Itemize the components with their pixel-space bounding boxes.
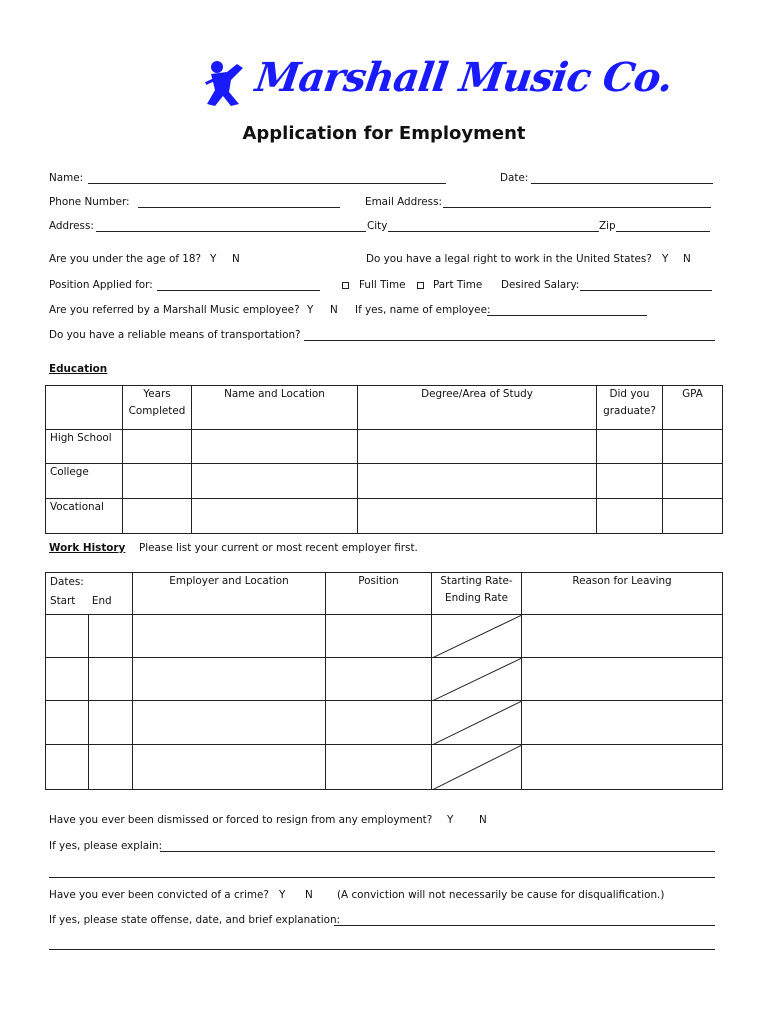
dates-header: Dates: Start End: [46, 573, 133, 615]
referred-name-field[interactable]: [487, 315, 647, 316]
table-cell[interactable]: [326, 615, 432, 658]
education-table: [45, 385, 723, 534]
dismissed-no-option[interactable]: N: [479, 814, 487, 826]
table-row: [46, 464, 723, 499]
legal-yes-option[interactable]: Y: [662, 253, 669, 265]
table-cell[interactable]: [133, 615, 326, 658]
table-cell[interactable]: [46, 658, 89, 701]
education-header-row: [46, 386, 723, 430]
table-row: [46, 658, 723, 701]
dismissed-question: Have you ever been dismissed or forced to resign from any employment?: [49, 814, 433, 826]
transport-field[interactable]: [304, 340, 715, 341]
table-cell[interactable]: [46, 615, 89, 658]
referred-question: Are you referred by a Marshall Music employee?: [49, 304, 300, 316]
table-row: [46, 701, 723, 745]
age-yes-option[interactable]: Y: [210, 253, 217, 265]
referred-no-option[interactable]: N: [330, 304, 338, 316]
name-location-header: Name and Location: [192, 386, 358, 430]
date-label: Date:: [500, 172, 529, 184]
part-time-label: Part Time: [433, 279, 483, 291]
conviction-note: (A conviction will not necessarily be cause for disqualification.): [337, 889, 665, 901]
table-cell[interactable]: [522, 658, 723, 701]
table-cell[interactable]: [597, 464, 663, 499]
table-cell[interactable]: [663, 499, 723, 534]
date-field[interactable]: [531, 183, 713, 184]
position-field[interactable]: [157, 290, 320, 291]
years-completed-header: Years Completed: [123, 386, 192, 430]
table-cell[interactable]: [89, 745, 133, 790]
table-cell[interactable]: [133, 701, 326, 745]
work-history-instruction: Please list your current or most recent employer first.: [139, 542, 418, 554]
phone-label: Phone Number:: [49, 196, 130, 208]
position-header: Position: [326, 573, 432, 615]
table-cell[interactable]: [123, 464, 192, 499]
explain-field-line-2[interactable]: [49, 877, 715, 878]
table-cell[interactable]: [133, 658, 326, 701]
legal-no-option[interactable]: N: [683, 253, 691, 265]
table-cell[interactable]: [522, 745, 723, 790]
diagonal-slash-icon: [432, 615, 522, 658]
drummer-logo-icon: [203, 58, 247, 108]
city-label: City: [367, 220, 388, 232]
dismissed-yes-option[interactable]: Y: [447, 814, 454, 826]
convicted-yes-option[interactable]: Y: [279, 889, 286, 901]
table-cell[interactable]: [133, 745, 326, 790]
table-cell[interactable]: [358, 499, 597, 534]
table-cell[interactable]: [192, 464, 358, 499]
referred-name-label: If yes, name of employee:: [355, 304, 491, 316]
full-time-checkbox[interactable]: [342, 282, 349, 289]
diagonal-slash-icon: [432, 658, 522, 701]
age-question: Are you under the age of 18?: [49, 253, 202, 265]
education-row-label: College: [46, 464, 123, 499]
email-label: Email Address:: [365, 196, 443, 208]
email-field[interactable]: [443, 207, 711, 208]
part-time-checkbox[interactable]: [417, 282, 424, 289]
table-cell[interactable]: [663, 464, 723, 499]
name-label: Name:: [49, 172, 84, 184]
table-cell[interactable]: [89, 658, 133, 701]
work-history-table: [45, 572, 723, 790]
table-row: [46, 745, 723, 790]
table-cell[interactable]: [46, 745, 89, 790]
city-field[interactable]: [388, 231, 599, 232]
work-history-heading: Work History: [49, 542, 126, 554]
offense-explain-field-line-2[interactable]: [49, 949, 715, 950]
phone-field[interactable]: [138, 207, 340, 208]
page-title: Application for Employment: [242, 123, 526, 144]
employer-header: Employer and Location: [133, 573, 326, 615]
education-row-label: Vocational: [46, 499, 123, 534]
table-cell[interactable]: [123, 430, 192, 464]
age-no-option[interactable]: N: [232, 253, 240, 265]
graduated-header: Did you graduate?: [597, 386, 663, 430]
table-row: [46, 615, 723, 658]
table-cell[interactable]: [192, 430, 358, 464]
rate-cell[interactable]: [432, 701, 522, 745]
rate-cell[interactable]: [432, 745, 522, 790]
table-cell[interactable]: [358, 430, 597, 464]
offense-explain-label: If yes, please state offense, date, and brief explanation:: [49, 914, 341, 926]
table-cell[interactable]: [597, 499, 663, 534]
degree-header: Degree/Area of Study: [358, 386, 597, 430]
position-label: Position Applied for:: [49, 279, 153, 291]
address-field[interactable]: [96, 231, 366, 232]
education-heading: Education: [49, 363, 108, 375]
offense-explain-field[interactable]: [334, 925, 715, 926]
zip-label: Zip: [599, 220, 616, 232]
rate-cell[interactable]: [432, 658, 522, 701]
convicted-no-option[interactable]: N: [305, 889, 313, 901]
table-cell[interactable]: [326, 701, 432, 745]
blank-header-cell: [46, 386, 123, 430]
explain-label: If yes, please explain:: [49, 840, 163, 852]
table-cell[interactable]: [123, 499, 192, 534]
address-label: Address:: [49, 220, 94, 232]
table-cell[interactable]: [89, 615, 133, 658]
table-cell[interactable]: [358, 464, 597, 499]
rate-cell[interactable]: [432, 615, 522, 658]
table-row: [46, 499, 723, 534]
table-cell[interactable]: [663, 430, 723, 464]
table-cell[interactable]: [326, 745, 432, 790]
table-cell[interactable]: [522, 701, 723, 745]
education-row-label: High School: [46, 430, 123, 464]
full-time-label: Full Time: [359, 279, 406, 291]
transport-question: Do you have a reliable means of transportation?: [49, 329, 301, 341]
table-row: [46, 430, 723, 464]
table-cell[interactable]: [46, 701, 89, 745]
legal-right-question: Do you have a legal right to work in the United States?: [366, 253, 652, 265]
zip-field[interactable]: [616, 231, 710, 232]
reason-header: Reason for Leaving: [522, 573, 723, 615]
table-cell[interactable]: [522, 615, 723, 658]
table-cell[interactable]: [597, 430, 663, 464]
diagonal-slash-icon: [432, 745, 522, 790]
table-cell[interactable]: [326, 658, 432, 701]
rate-header: Starting Rate- Ending Rate: [432, 573, 522, 615]
company-logo-text: Marshall Music Co.: [252, 54, 676, 101]
salary-field[interactable]: [580, 290, 712, 291]
referred-yes-option[interactable]: Y: [307, 304, 314, 316]
table-cell[interactable]: [89, 701, 133, 745]
convicted-question: Have you ever been convicted of a crime?: [49, 889, 269, 901]
gpa-header: GPA: [663, 386, 723, 430]
explain-field[interactable]: [160, 851, 715, 852]
name-field[interactable]: [88, 183, 446, 184]
table-cell[interactable]: [192, 499, 358, 534]
work-header-row: [46, 573, 723, 615]
salary-label: Desired Salary:: [501, 279, 580, 291]
diagonal-slash-icon: [432, 701, 522, 745]
